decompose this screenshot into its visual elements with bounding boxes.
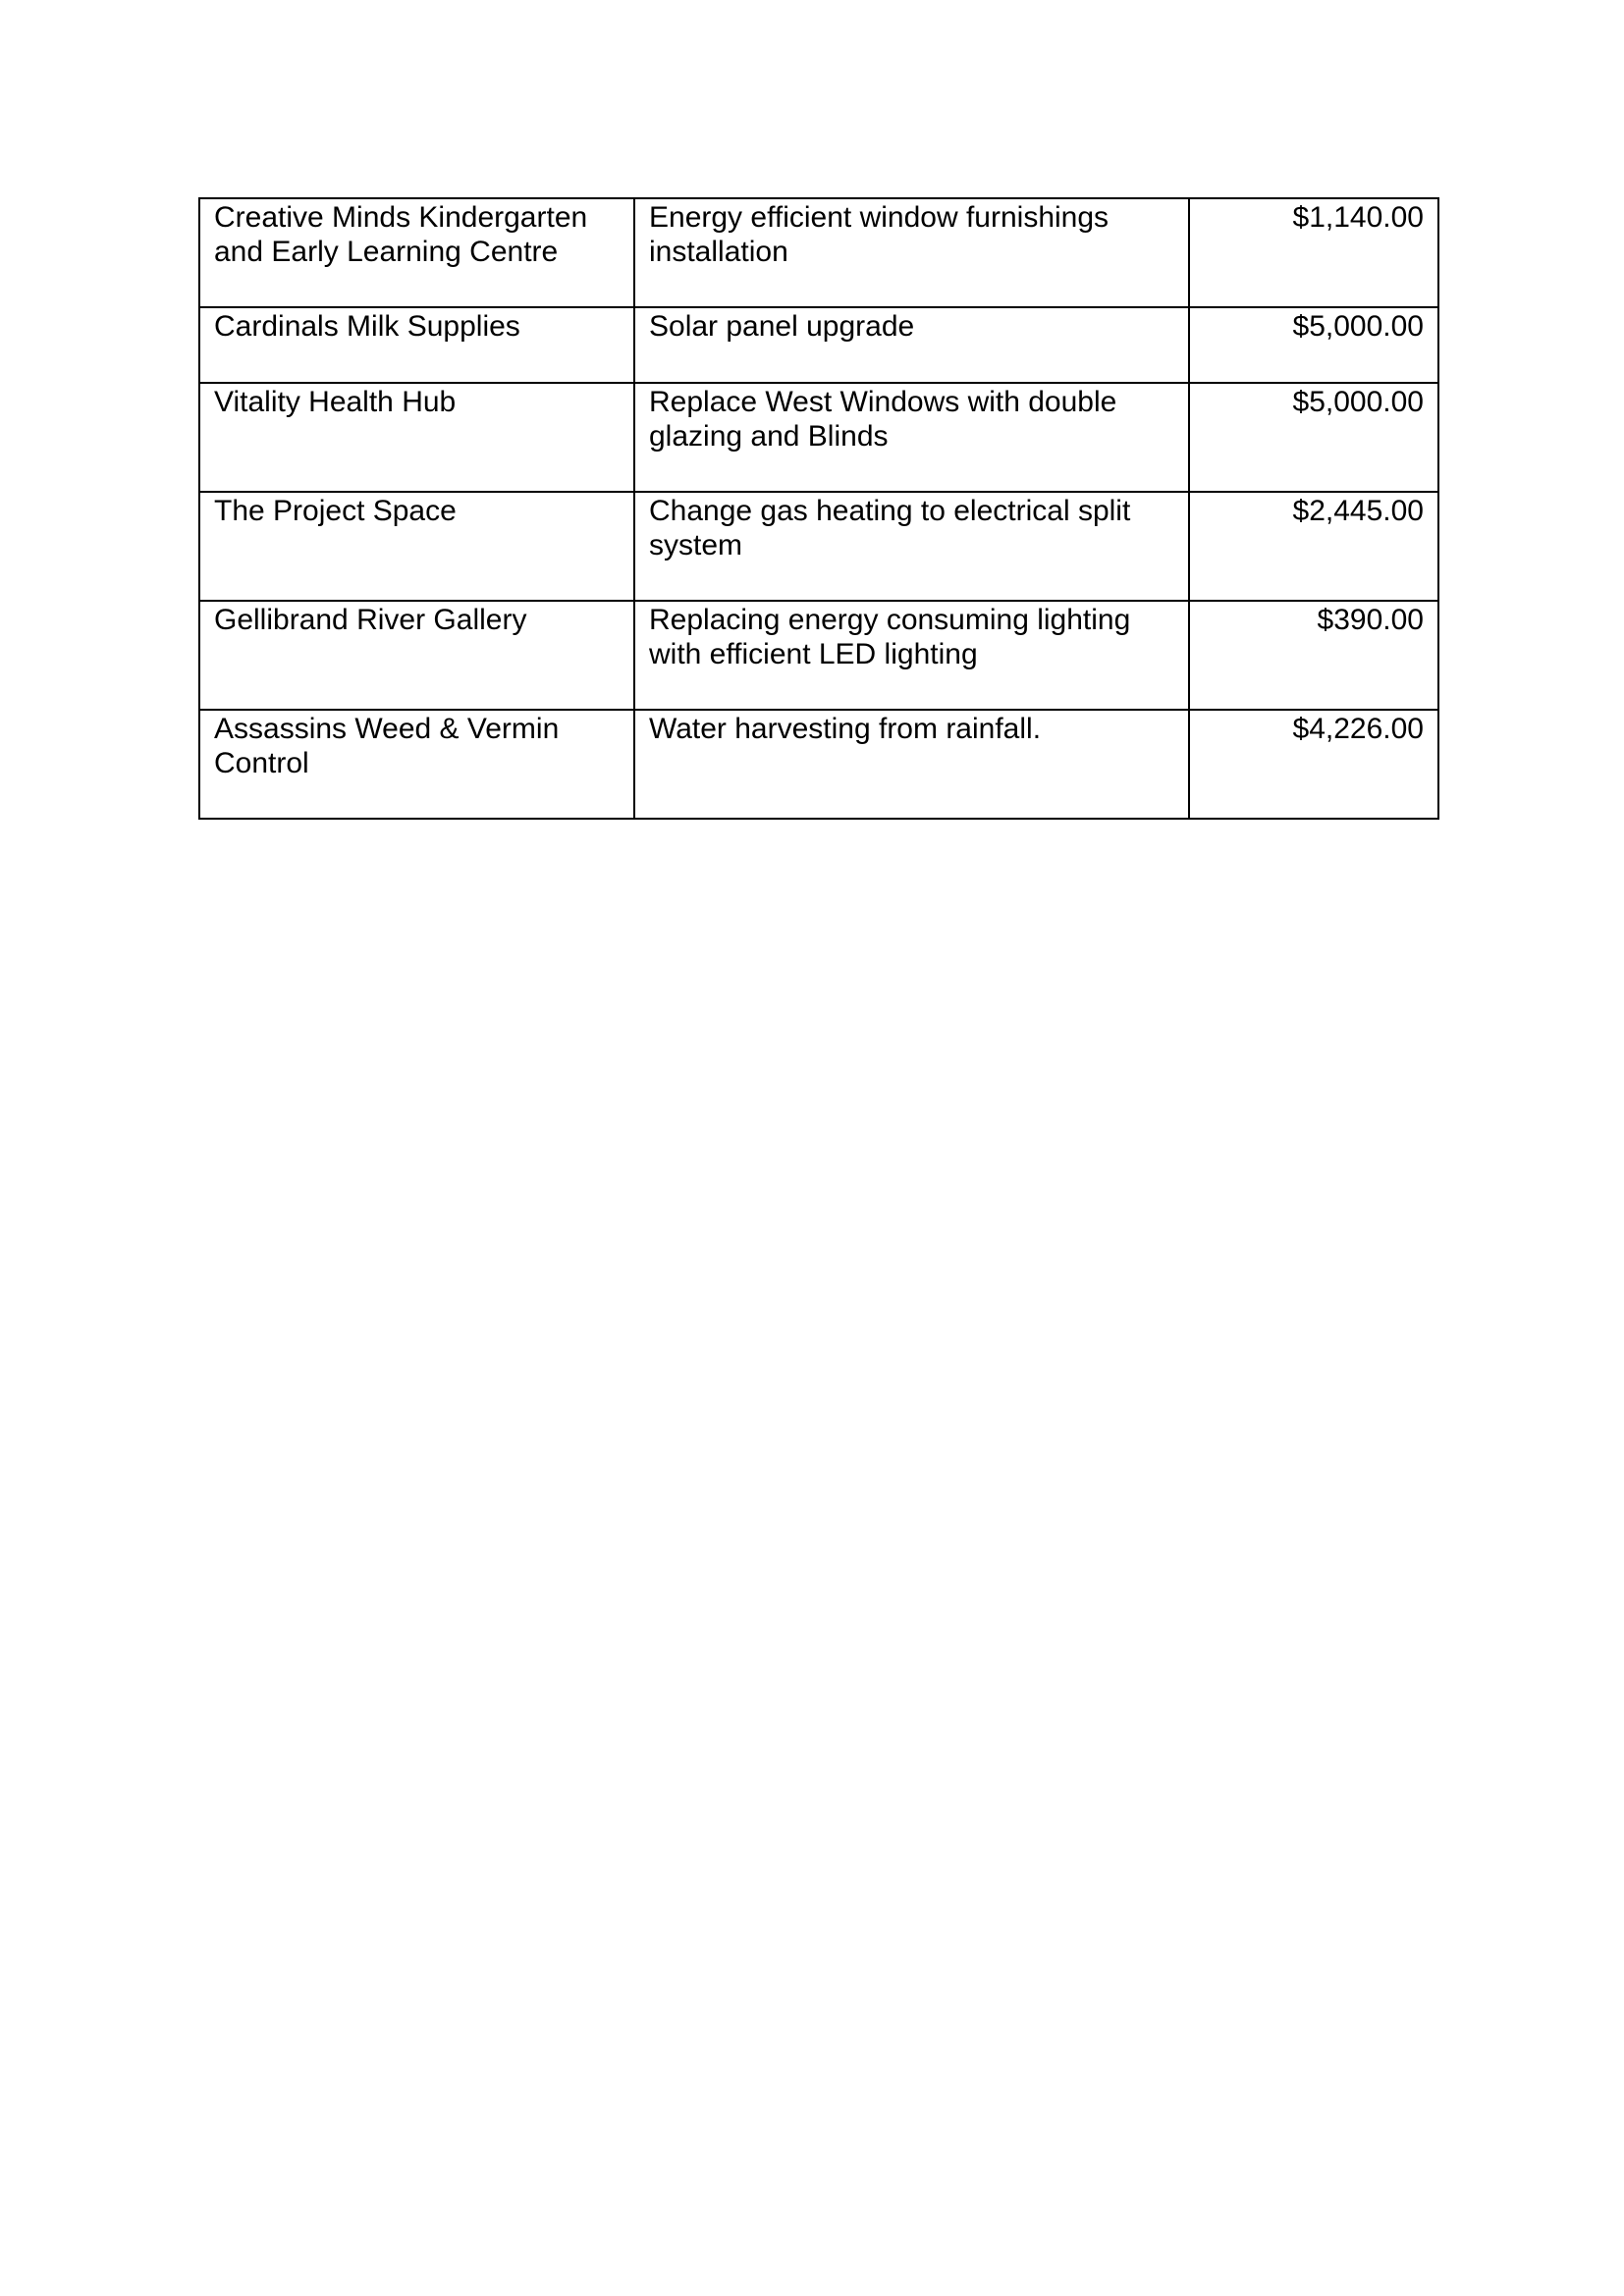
organisation-cell	[199, 601, 634, 710]
project-description: Change gas heating to electrical split system	[649, 495, 1131, 561]
project-cell	[634, 601, 1189, 710]
project-cell	[634, 198, 1189, 307]
table-row	[199, 710, 1438, 819]
table-row	[199, 383, 1438, 492]
organisation-cell	[199, 198, 634, 307]
amount-cell	[1189, 198, 1438, 307]
amount-cell	[1189, 383, 1438, 492]
project-cell	[634, 492, 1189, 601]
table-row	[199, 198, 1438, 307]
grant-amount: $5,000.00	[1292, 310, 1424, 343]
table-row	[199, 601, 1438, 710]
organisation-name: Creative Minds Kindergarten and Early Learning Centre	[214, 201, 588, 268]
organisation-cell	[199, 383, 634, 492]
project-cell	[634, 383, 1189, 492]
project-description: Replace West Windows with double glazing and Blinds	[649, 386, 1117, 453]
organisation-name: Vitality Health Hub	[214, 386, 457, 418]
table-row	[199, 492, 1438, 601]
grant-amount: $390.00	[1317, 604, 1424, 636]
project-description: Replacing energy consuming lighting with efficient LED lighting	[649, 604, 1131, 670]
project-cell	[634, 710, 1189, 819]
project-description: Solar panel upgrade	[649, 310, 915, 343]
organisation-cell	[199, 710, 634, 819]
amount-cell	[1189, 601, 1438, 710]
project-description: Energy efficient window furnishings installation	[649, 201, 1110, 268]
amount-cell	[1189, 307, 1438, 383]
grant-amount: $2,445.00	[1292, 495, 1424, 527]
amount-cell	[1189, 492, 1438, 601]
organisation-name: The Project Space	[214, 495, 457, 527]
amount-cell	[1189, 710, 1438, 819]
grant-amount: $5,000.00	[1292, 386, 1424, 418]
organisation-cell	[199, 307, 634, 383]
grant-amount: $1,140.00	[1292, 201, 1424, 234]
organisation-name: Gellibrand River Gallery	[214, 604, 527, 636]
project-cell	[634, 307, 1189, 383]
grants-table	[198, 197, 1439, 820]
grant-amount: $4,226.00	[1292, 713, 1424, 745]
table-row	[199, 307, 1438, 383]
organisation-name: Assassins Weed & Vermin Control	[214, 713, 560, 779]
organisation-cell	[199, 492, 634, 601]
organisation-name: Cardinals Milk Supplies	[214, 310, 520, 343]
project-description: Water harvesting from rainfall.	[649, 713, 1042, 745]
